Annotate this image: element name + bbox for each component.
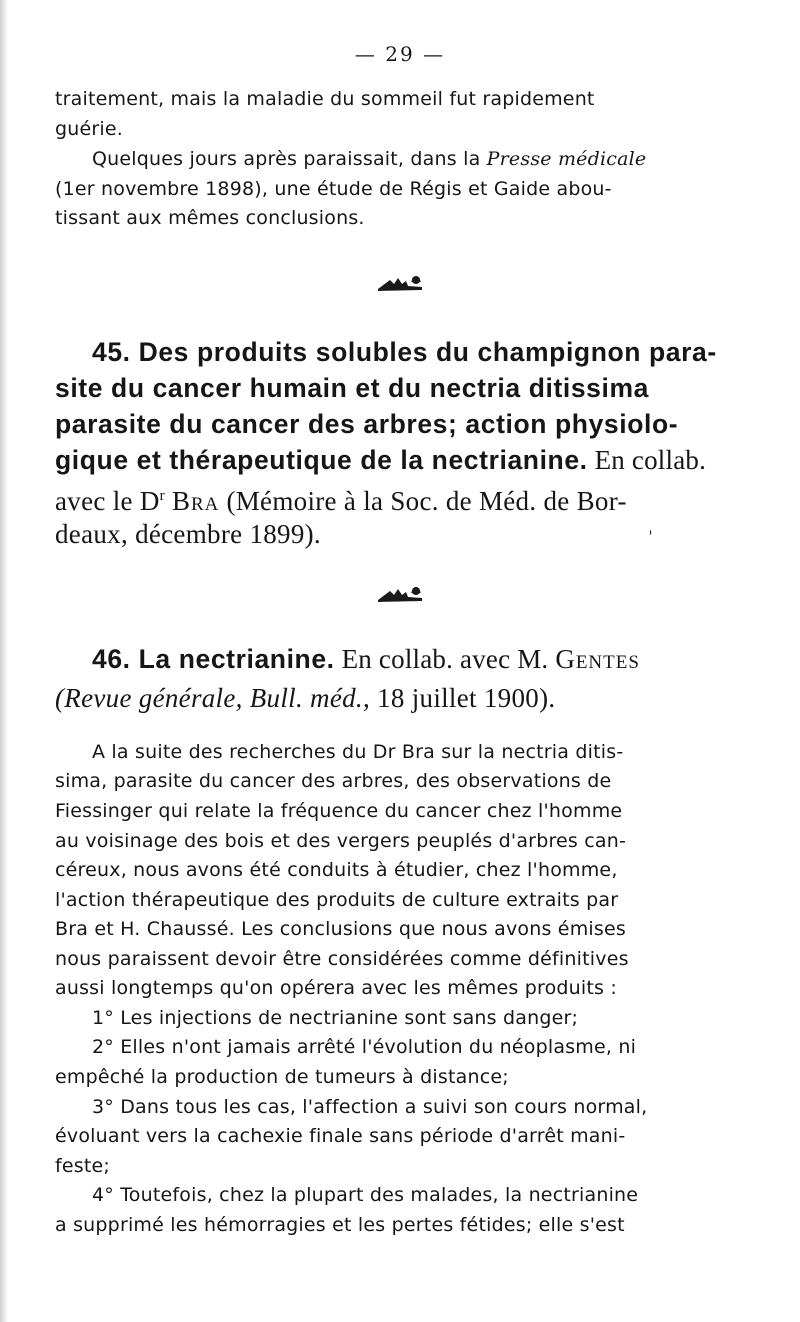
entry-46-source: (Revue générale, Bull. méd., bbox=[55, 683, 371, 713]
section-ornament-1 bbox=[0, 272, 800, 298]
entry-46-title: La nectrianine. bbox=[138, 644, 335, 674]
page-number: — 29 — bbox=[354, 42, 446, 66]
entry-45-line-1 bbox=[92, 334, 717, 370]
entry-45-title-end: gique et thérapeutique de la nectrianine. bbox=[55, 445, 588, 475]
entry-45-title-part-1: Des produits solubles du champignon para- bbox=[138, 337, 717, 367]
entry-45-line-3: parasite du cancer des arbres; action physiolo- bbox=[55, 409, 679, 439]
intro-paragraph-line-1 bbox=[92, 144, 646, 174]
entry-45-line-6: deaux, décembre 1899). bbox=[55, 519, 321, 549]
entry-45-dr-superscript: r bbox=[159, 488, 165, 504]
list-item-1: 1° Les injections de nectrianine sont sans danger; bbox=[92, 1007, 579, 1029]
entry-46-author: Gentes bbox=[555, 644, 640, 674]
printer-fleuron-icon bbox=[376, 272, 424, 294]
entry-45-number: 45. bbox=[92, 337, 131, 367]
entry-46-collab: En collab. avec M. bbox=[334, 644, 556, 674]
printer-fleuron-icon bbox=[376, 583, 424, 605]
intro-line-1: traitement, mais la maladie du sommeil fut rapidement bbox=[55, 88, 595, 110]
intro-paragraph-line-2: (1er novembre 1898), une étude de Régis et Gaide abou- bbox=[55, 178, 612, 200]
body-line-9: aussi longtemps qu'on opérera avec les mêmes produits : bbox=[55, 977, 617, 999]
list-item-3-cont: évoluant vers la cachexie finale sans période d'arrêt mani- bbox=[55, 1125, 626, 1147]
list-item-3: 3° Dans tous les cas, l'affection a suivi son cours normal, bbox=[92, 1096, 648, 1118]
entry-45-line-5-source: (Mémoire à la Soc. de Méd. de Bor- bbox=[219, 486, 627, 516]
body-line-2: sima, parasite du cancer des arbres, des observations de bbox=[55, 770, 612, 792]
body-line-1: A la suite des recherches du Dr Bra sur la nectria ditis- bbox=[92, 741, 624, 763]
body-line-7: Bra et H. Chaussé. Les conclusions que nous avons émises bbox=[55, 918, 626, 940]
journal-title: Presse médicale bbox=[486, 148, 647, 170]
intro-line-2: guérie. bbox=[55, 118, 124, 140]
list-item-3-end: feste; bbox=[55, 1155, 111, 1177]
entry-46-line-1 bbox=[92, 641, 640, 677]
entry-46-line-2 bbox=[55, 680, 555, 716]
page-edge-shadow bbox=[0, 0, 8, 1322]
intro-text: Quelques jours après paraissait, dans la bbox=[92, 148, 487, 170]
entry-45-line-4 bbox=[55, 442, 706, 478]
body-line-3: Fiessinger qui relate la fréquence du cancer chez l'homme bbox=[55, 800, 623, 822]
body-line-5: céreux, nous avons été conduits à étudier, chez l'homme, bbox=[55, 859, 618, 881]
entry-45-line-5 bbox=[55, 478, 627, 519]
entry-46-number: 46. bbox=[92, 644, 131, 674]
list-item-4-cont: a supprimé les hémorragies et les pertes fétides; elle s'est bbox=[55, 1214, 625, 1236]
body-line-4: au voisinage des bois et des vergers peuplés d'arbres can- bbox=[55, 830, 627, 852]
print-speck: ˈ bbox=[648, 528, 653, 549]
list-item-2: 2° Elles n'ont jamais arrêté l'évolution du néoplasme, ni bbox=[92, 1036, 637, 1058]
body-line-8: nous paraissent devoir être considérées comme définitives bbox=[55, 948, 629, 970]
entry-45-line-2: site du cancer humain et du nectria ditissima bbox=[55, 373, 649, 403]
body-line-6: l'action thérapeutique des produits de culture extraits par bbox=[55, 889, 619, 911]
entry-46-date: 18 juillet 1900). bbox=[370, 683, 556, 713]
list-item-4: 4° Toutefois, chez la plupart des malades, la nectrianine bbox=[92, 1184, 639, 1206]
entry-45-line-5-text: avec le D bbox=[55, 486, 160, 516]
list-item-2-cont: empêché la production de tumeurs à distance; bbox=[55, 1066, 509, 1088]
entry-45-author: Bra bbox=[172, 486, 220, 516]
intro-paragraph-line-3: tissant aux mêmes conclusions. bbox=[55, 207, 365, 229]
entry-45-collab: En collab. bbox=[587, 445, 707, 475]
section-ornament-2 bbox=[0, 583, 800, 609]
